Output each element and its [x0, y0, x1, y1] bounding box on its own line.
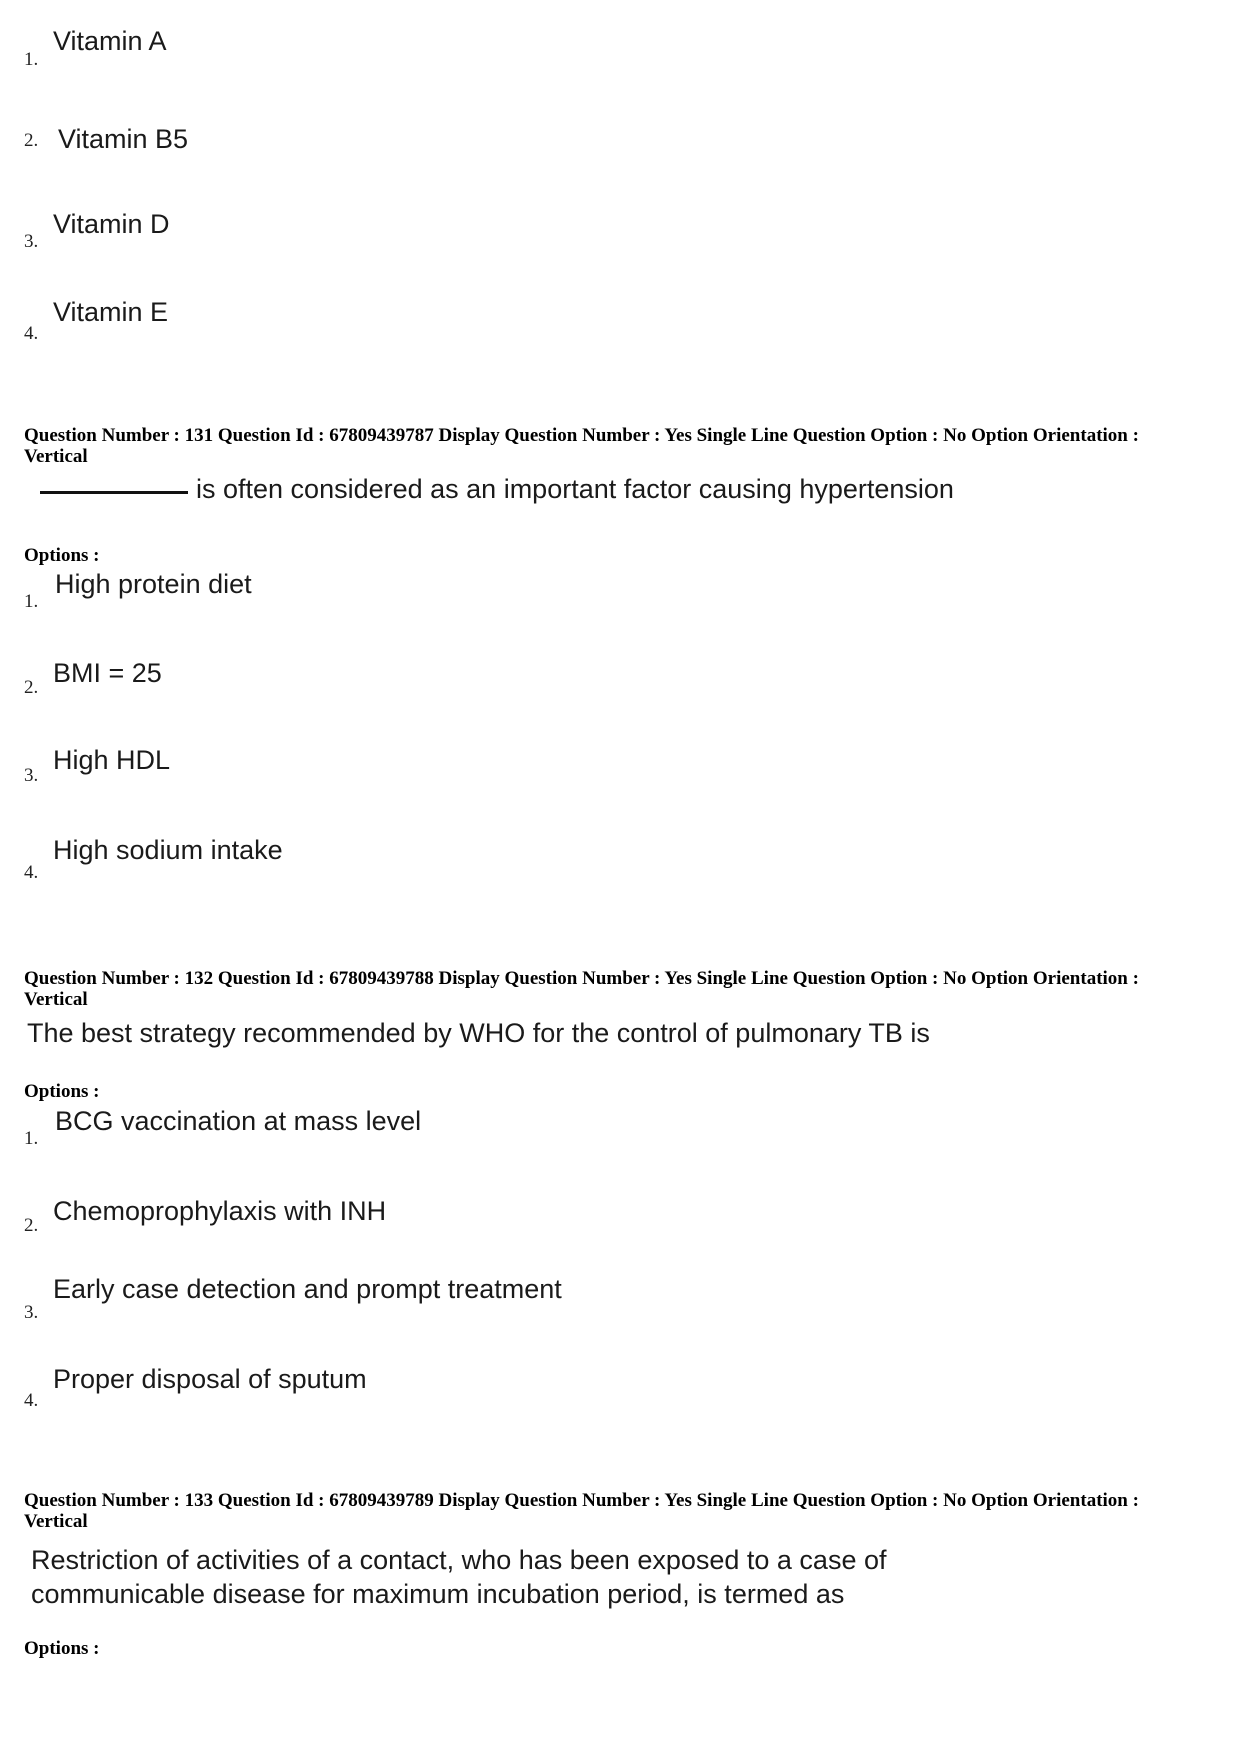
option-text: Early case detection and prompt treatment	[53, 1274, 562, 1304]
option-number: 1.	[24, 1128, 39, 1149]
option-number: 3.	[24, 231, 39, 252]
option-number: 3.	[24, 765, 39, 786]
question-stem-line-2: communicable disease for maximum incubation period, is termed as	[31, 1579, 845, 1609]
option-text: High HDL	[53, 745, 171, 775]
option-text: BCG vaccination at mass level	[55, 1106, 422, 1136]
question-stem-line-1: Restriction of activities of a contact, who has been exposed to a case of	[31, 1545, 887, 1575]
option-number: 2.	[24, 677, 39, 698]
options-label: Options :	[24, 1081, 100, 1102]
question-stem: The best strategy recommended by WHO for the control of pulmonary TB is	[27, 1018, 930, 1048]
option-text: Proper disposal of sputum	[53, 1364, 367, 1394]
option-text: Vitamin B5	[58, 124, 189, 154]
option-number: 1.	[24, 49, 39, 70]
option-text: BMI = 25	[53, 658, 162, 688]
option-number: 4.	[24, 862, 39, 883]
question-stem-text: is often considered as an important factor causing hypertension	[196, 474, 954, 504]
option-number: 2.	[24, 130, 39, 151]
question-meta: Question Number : 132 Question Id : 67809439788 Display Question Number : Yes Single Line Question Option : No Option Orientation : Vertical	[24, 968, 1139, 1010]
option-number: 2.	[24, 1215, 39, 1236]
options-label: Options :	[24, 1638, 100, 1659]
option-text: Vitamin D	[53, 209, 170, 239]
option-text: High protein diet	[55, 569, 252, 599]
question-meta: Question Number : 133 Question Id : 67809439789 Display Question Number : Yes Single Line Question Option : No Option Orientation : Vertical	[24, 1490, 1139, 1532]
option-text: High sodium intake	[53, 835, 283, 865]
option-number: 4.	[24, 323, 39, 344]
option-text: Chemoprophylaxis with INH	[53, 1196, 387, 1226]
option-number: 1.	[24, 591, 39, 612]
option-text: Vitamin E	[53, 297, 169, 327]
option-text: Vitamin A	[53, 26, 167, 56]
question-stem	[40, 473, 954, 506]
question-meta: Question Number : 131 Question Id : 67809439787 Display Question Number : Yes Single Line Question Option : No Option Orientation : Vertical	[24, 425, 1139, 467]
fill-in-blank	[40, 491, 188, 494]
options-label: Options :	[24, 545, 100, 566]
option-number: 4.	[24, 1390, 39, 1411]
option-number: 3.	[24, 1302, 39, 1323]
